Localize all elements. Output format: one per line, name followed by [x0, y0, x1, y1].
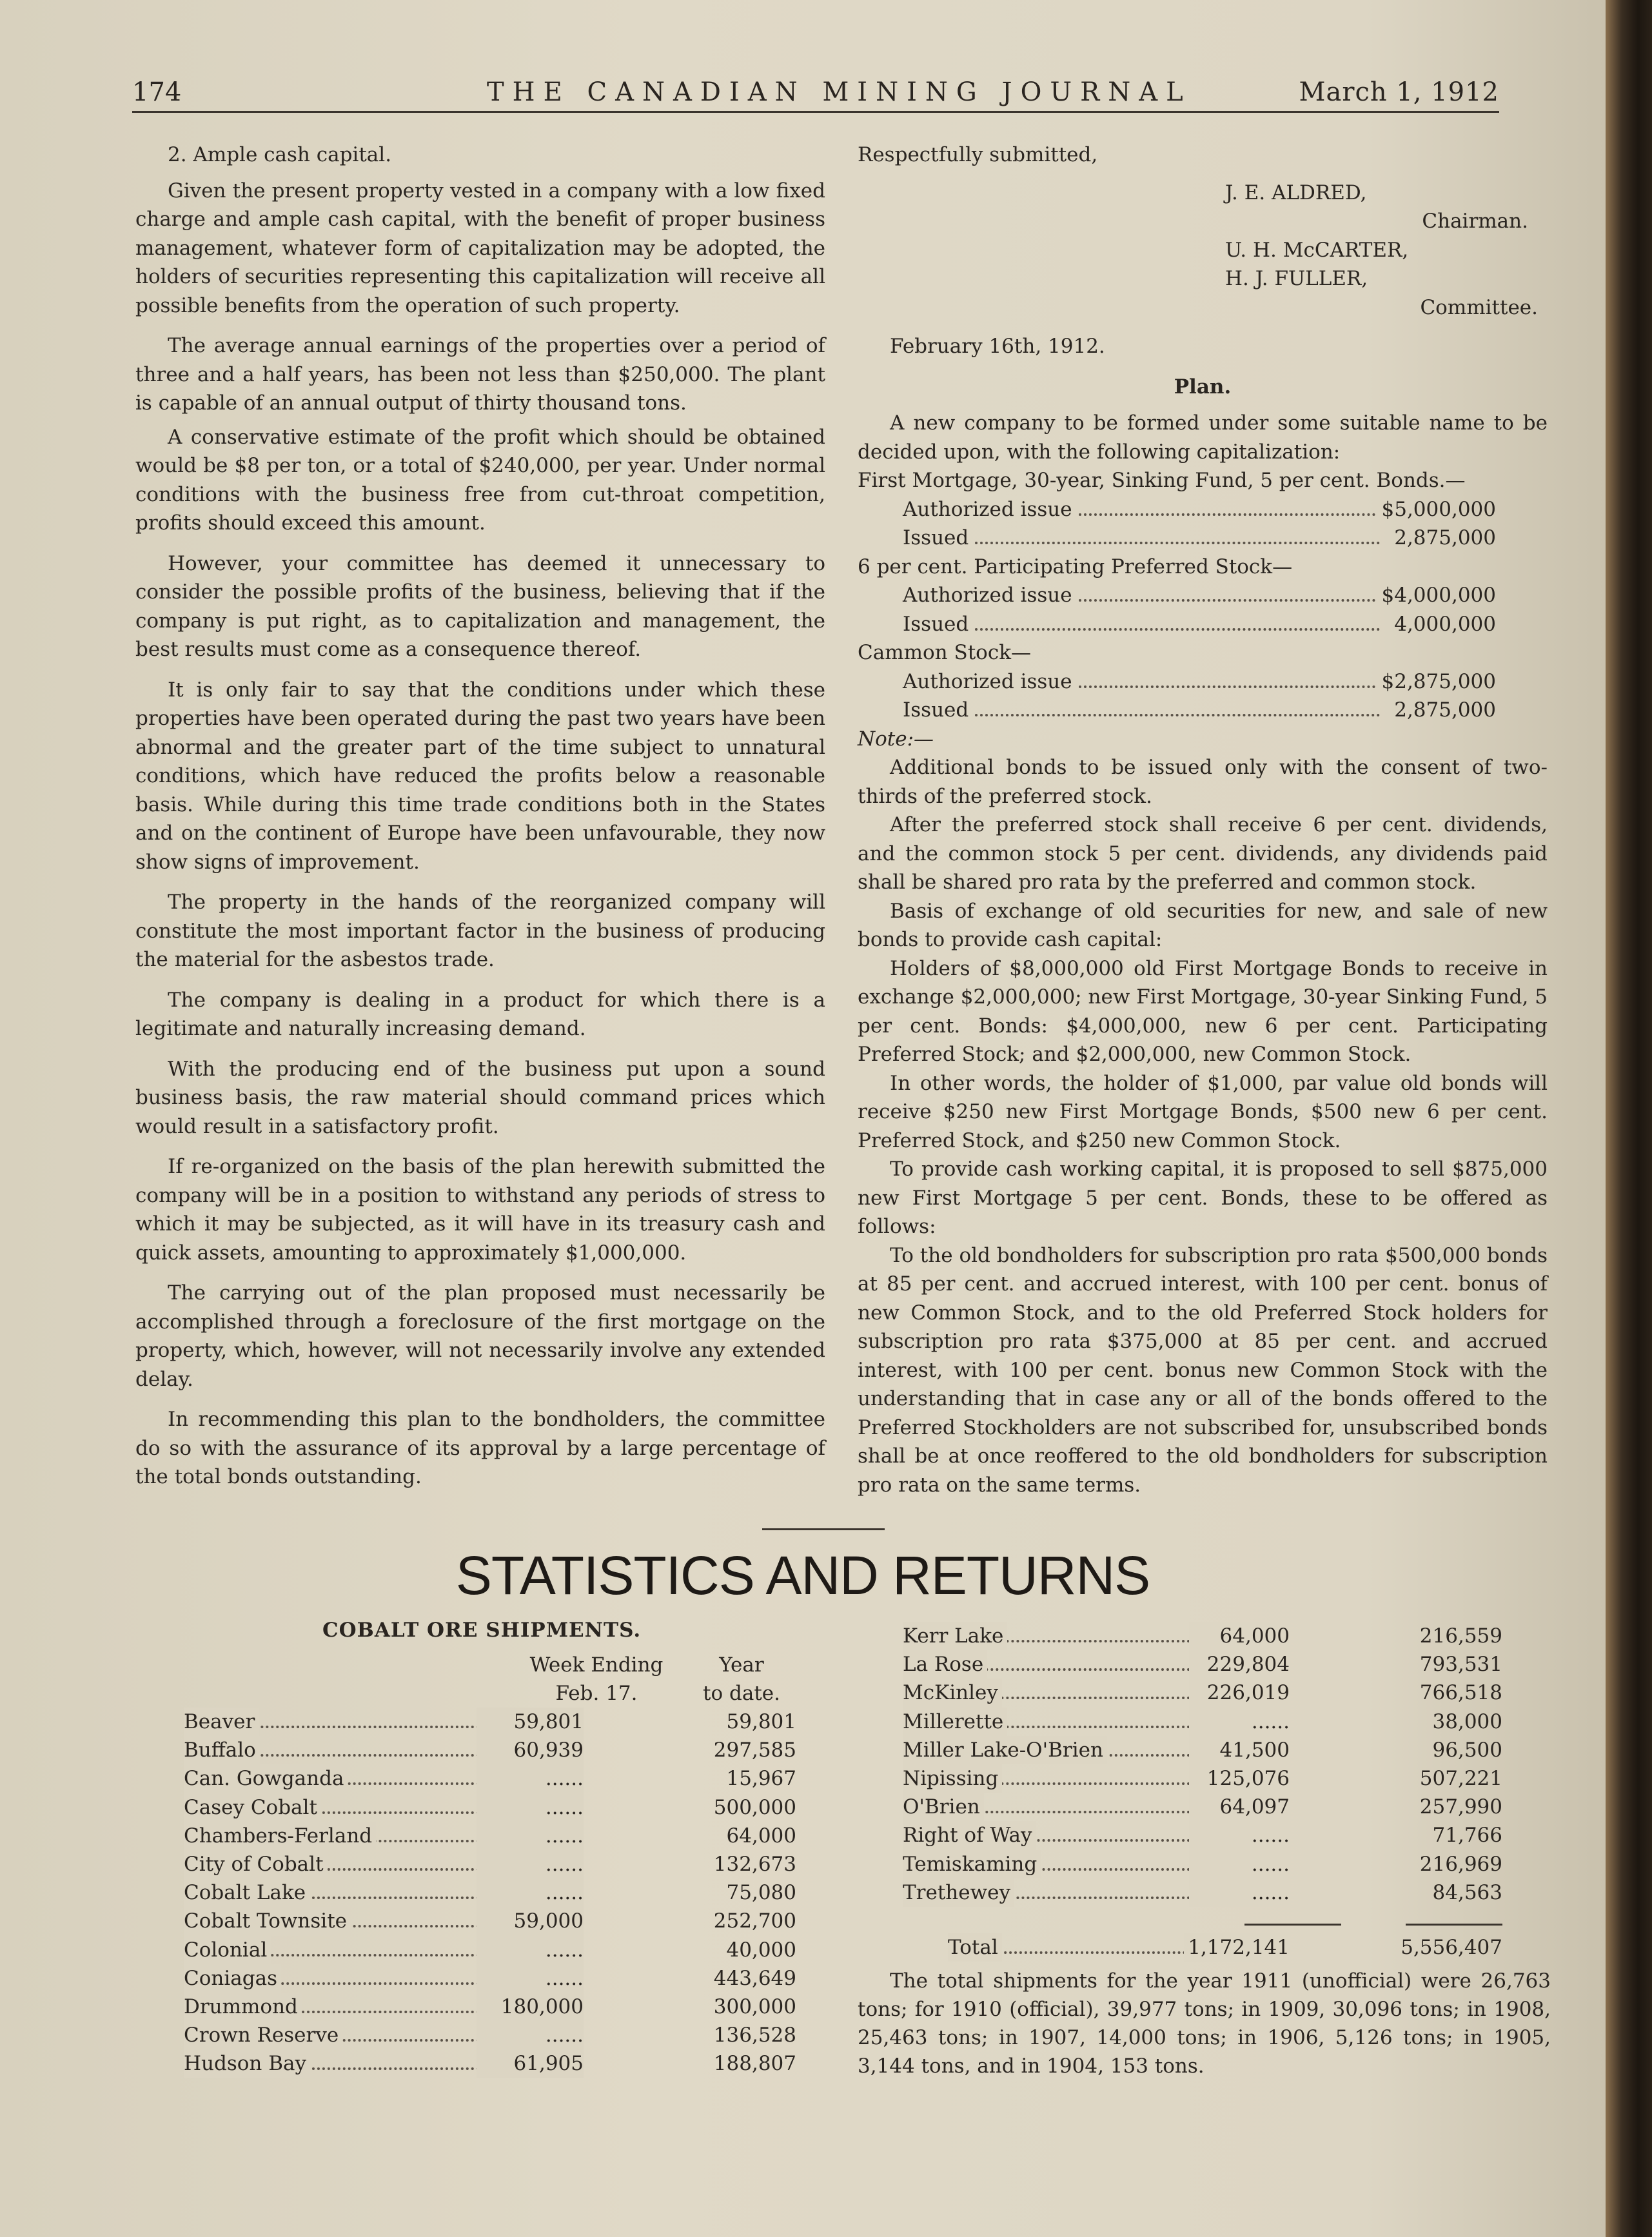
paragraph: A conservative estimate of the profit which should be obtained would be $8 per ton, or a total of $240,000, per year. Under normal conditions with the business free from cut-throat competition, profits should exceed this amount. [135, 425, 825, 535]
table-row [184, 1708, 796, 1736]
year-value: 216,969 [1419, 1852, 1502, 1876]
table-row [184, 1793, 796, 1822]
year-value: 216,559 [1419, 1624, 1502, 1648]
signatory-name: H. J. FULLER, [1225, 267, 1368, 290]
week-value: 60,939 [477, 1736, 584, 1764]
cap-label: Authorized issue [903, 584, 1072, 607]
mine-name: O'Brien [903, 1793, 984, 1821]
table-row [184, 1907, 796, 1935]
mine-name: Miller Lake-O'Brien [903, 1736, 1107, 1764]
table-row [184, 1822, 796, 1850]
leader-dots [1079, 599, 1375, 602]
paragraph: A new company to be formed under some suitable name to be decided upon, with the following capitalization: [858, 411, 1548, 464]
mine-name: Beaver [184, 1708, 259, 1736]
page-number: 174 [132, 77, 182, 107]
mine-name: Can. Gowganda [184, 1764, 348, 1793]
week-value: ...... [477, 1822, 584, 1850]
cap-value: $4,000,000 [1381, 584, 1496, 607]
table-row [903, 1764, 1502, 1793]
year-value: 500,000 [713, 1795, 796, 1819]
paragraph: However, your committee has deemed it unnecessary to consider the possible profits of the business, believing that if the company is put right, as to capitalization and management, the best results must come as a consequence thereof. [135, 551, 825, 661]
mine-name: La Rose [903, 1650, 987, 1679]
paragraph: Holders of $8,000,000 old First Mortgage Bonds to receive in exchange $2,000,000; new First Mortgage, 30-year Sinking Fund, 5 per cent. Bonds: $4,000,000, new 6 per cent. Participating Preferred Stock; and $2,000,000, new Common Stock. [858, 956, 1548, 1066]
report-date: February 16th, 1912. [890, 335, 1105, 358]
week-value: 125,076 [1189, 1764, 1290, 1793]
table-row [903, 1708, 1502, 1736]
total-week: 1,172,141 [1184, 1933, 1290, 1962]
cap-label: Issued [903, 526, 969, 549]
paragraph: Given the present property vested in a company with a low fixed charge and ample cash capital, with the benefit of proper business management, whatever form of capitalization may be adopted, the holders of securities representing this capitalization will receive all possible benefits from the operation of such property. [135, 179, 825, 317]
table-row [184, 2049, 796, 2078]
week-value: ...... [477, 1936, 584, 1964]
cap-label: Authorized issue [903, 669, 1072, 693]
plan-heading: Plan. [1174, 375, 1232, 399]
cap-row [858, 524, 1496, 553]
paragraph: It is only fair to say that the conditions under which these properties have been operated during the past two years have been abnormal and the greater part of the time subject to unnatural conditions, which have reduced the profits below a reasonable basis. While during this time trade conditions both in the States and on the continent of Europe have been unfavourable, they now show signs of improvement. [135, 678, 825, 874]
paragraph: To the old bondholders for subscription pro rata $500,000 bonds at 85 per cent. and accrued interest, with 100 per cent. bonus of new Common Stock, and to the old Preferred Stock holders for subscription pro rata $375,000 at 85 per cent. and accrued interest, with 100 per cent. bonus new Common Stock with the understanding that in case any or all of the bonds offered to the Preferred Stockholders are not subscribed for, unsubscribed bonds shall be at once reoffered to the old bondholders for subscription pro rata on the same terms. [858, 1243, 1548, 1497]
section-title: STATISTICS AND RETURNS [455, 1545, 1150, 1606]
column-header-line: to date. [703, 1682, 780, 1705]
year-value: 71,766 [1432, 1824, 1502, 1848]
table-row [184, 1936, 796, 1964]
week-value: 59,000 [477, 1907, 584, 1935]
cap-row [858, 610, 1496, 639]
mine-name: Cobalt Townsite [184, 1907, 351, 1935]
mine-name: McKinley [903, 1679, 1002, 1707]
year-value: 300,000 [713, 1995, 796, 2018]
table-row [903, 1736, 1502, 1764]
year-value: 59,801 [726, 1710, 796, 1733]
note-label: Note:— [858, 727, 934, 751]
table-title: COBALT ORE SHIPMENTS. [322, 1619, 642, 1642]
paragraph: After the preferred stock shall receive 6 per cent. dividends, and the common stock 5 per cent. dividends, any dividends paid shall be shared pro rata by the preferred and common stock. [858, 813, 1548, 894]
total-year: 5,556,407 [1401, 1936, 1502, 1959]
mine-name: Colonial [184, 1936, 271, 1964]
paragraph: The carrying out of the plan proposed must necessarily be accomplished through a foreclosure of the first mortgage on the property, which, however, will not necessarily involve any extended delay. [135, 1281, 825, 1391]
table-row [184, 1736, 796, 1764]
total-row [948, 1933, 1502, 1962]
mine-name: City of Cobalt [184, 1850, 328, 1878]
year-value: 136,528 [713, 2024, 796, 2047]
year-value: 132,673 [713, 1852, 796, 1876]
page-header [132, 72, 1499, 113]
leader-dots [975, 714, 1380, 716]
cap-label: Issued [903, 698, 969, 722]
mine-name: Millerette [903, 1708, 1007, 1736]
paragraph: In other words, the holder of $1,000, par value old bonds will receive $250 new First Mortgage Bonds, $500 new 6 per cent. Preferred Stock, and $250 new Common Stock. [858, 1071, 1548, 1152]
security-heading: First Mortgage, 30-year, Sinking Fund, 5 per cent. Bonds.— [858, 469, 1466, 492]
week-value: 61,905 [477, 2049, 584, 2078]
table-row [903, 1793, 1502, 1821]
signatory-name: U. H. McCARTER, [1225, 238, 1409, 262]
sum-rule [1244, 1924, 1341, 1926]
table-row [903, 1821, 1502, 1849]
paragraph: The average annual earnings of the properties over a period of three and a half years, has been not less than $250,000. The plant is capable of an annual output of thirty thousand tons. [135, 334, 825, 415]
table-row [184, 1764, 796, 1793]
paragraph: The property in the hands of the reorganized company will constitute the most important factor in the business of producing the material for the asbestos trade. [135, 891, 825, 971]
paragraph: The company is dealing in a product for which there is a legitimate and naturally increasing demand. [135, 988, 825, 1040]
cap-value: 2,875,000 [1394, 698, 1496, 722]
signatory-title: Chairman. [1422, 210, 1528, 233]
cap-row [858, 495, 1496, 524]
table-row [184, 1878, 796, 1907]
table-row [903, 1850, 1502, 1878]
left-column [135, 141, 825, 1499]
cap-value: 2,875,000 [1394, 526, 1496, 549]
total-label: Total [948, 1933, 1002, 1962]
cap-value: $2,875,000 [1381, 669, 1496, 693]
security-heading: Cammon Stock— [858, 641, 1031, 664]
paragraph: In recommending this plan to the bondholders, the committee do so with the assurance of its approval by a large percentage of the total bonds outstanding. [135, 1408, 825, 1488]
leader-dots [975, 628, 1380, 631]
capitalization-list [858, 466, 1548, 725]
year-value: 257,990 [1419, 1795, 1502, 1819]
year-value: 793,531 [1419, 1653, 1502, 1677]
mine-name: Hudson Bay [184, 2049, 310, 2078]
year-value: 252,700 [713, 1909, 796, 1933]
right-column [858, 141, 1548, 1499]
mine-name: Temiskaming [903, 1850, 1041, 1878]
paragraph: Additional bonds to be issued only with the consent of two-thirds of the preferred stock. [858, 756, 1548, 808]
cap-value: 4,000,000 [1394, 612, 1496, 636]
cap-row [858, 581, 1496, 610]
mine-name: Buffalo [184, 1736, 260, 1764]
cap-label: Authorized issue [903, 497, 1072, 521]
cap-value: $5,000,000 [1381, 497, 1496, 521]
security-heading: 6 per cent. Participating Preferred Stock— [858, 555, 1293, 578]
week-value: ...... [477, 1964, 584, 1993]
leader-dots [975, 542, 1380, 544]
leader-dots [1079, 685, 1375, 688]
mine-name: Casey Cobalt [184, 1793, 321, 1822]
year-value: 297,585 [713, 1739, 796, 1762]
table-row [903, 1622, 1502, 1650]
cap-row [858, 667, 1496, 696]
signatory-title: Committee. [1420, 295, 1538, 319]
mine-name: Chambers-Ferland [184, 1822, 376, 1850]
week-value: ...... [477, 1878, 584, 1907]
mine-name: Crown Reserve [184, 2021, 342, 2049]
week-value: ...... [477, 1850, 584, 1878]
year-value: 38,000 [1432, 1710, 1502, 1733]
table-row [184, 1850, 796, 1878]
week-value: ...... [477, 2021, 584, 2049]
paragraph: 2. Ample cash capital. [168, 143, 392, 166]
book-spine-shadow [1606, 0, 1652, 2237]
journal-title: THE CANADIAN MINING JOURNAL [487, 77, 1192, 107]
column-header-line: Feb. 17. [555, 1682, 638, 1705]
section-divider [762, 1528, 885, 1530]
week-value: ...... [1189, 1708, 1290, 1736]
paragraph: To provide cash working capital, it is proposed to sell $875,000 new First Mortgage 5 per cent. Bonds, these to be offered as follows: [858, 1158, 1548, 1238]
week-value: 229,804 [1189, 1650, 1290, 1679]
year-value: 188,807 [713, 2052, 796, 2076]
shipments-table-left [184, 1708, 796, 2078]
cap-label: Issued [903, 612, 969, 636]
table-row [184, 1993, 796, 2021]
paragraph: If re-organized on the basis of the plan herewith submitted the company will be in a position to withstand any periods of stress to which it may be subjected, as it will have in its treasury cash and quick assets, amounting to approximately $1,000,000. [135, 1155, 825, 1265]
year-value: 15,967 [726, 1767, 796, 1791]
week-value: ...... [1189, 1850, 1290, 1878]
year-value: 84,563 [1432, 1880, 1502, 1904]
column-header-year [683, 1651, 800, 1708]
table-row [903, 1878, 1502, 1907]
week-value: 226,019 [1189, 1679, 1290, 1707]
issue-date: March 1, 1912 [1299, 77, 1499, 107]
week-value: ...... [1189, 1821, 1290, 1849]
week-value: 180,000 [477, 1993, 584, 2021]
paragraph: Basis of exchange of old securities for new, and sale of new bonds to provide cash capital: [858, 899, 1548, 951]
mine-name: Drummond [184, 1993, 302, 2021]
cap-row [858, 696, 1496, 725]
mine-name: Trethewey [903, 1878, 1014, 1907]
closing: Respectfully submitted, [858, 143, 1098, 166]
week-value: 64,097 [1189, 1793, 1290, 1821]
week-value: ...... [477, 1793, 584, 1822]
mine-name: Right of Way [903, 1821, 1036, 1849]
table-row [903, 1679, 1502, 1707]
year-value: 75,080 [726, 1881, 796, 1905]
column-header-week [519, 1651, 674, 1708]
shipments-note: The total shipments for the year 1911 (unofficial) were 26,763 tons; for 1910 (official), 39,977 tons; in 1909, 30,096 tons; in 1908, 25,463 tons; in 1907, 14,000 tons; in 1906, 5,126 tons; in 1905, 3,144 tons, and in 1904, 153 tons. [858, 1969, 1551, 2078]
week-value: 64,000 [1189, 1622, 1290, 1650]
column-header-line: Week Ending [529, 1653, 664, 1677]
leader-dots [1079, 513, 1375, 516]
mine-name: Coniagas [184, 1964, 281, 1993]
week-value: ...... [477, 1764, 584, 1793]
year-value: 766,518 [1419, 1681, 1502, 1705]
table-row [903, 1650, 1502, 1679]
week-value: ...... [1189, 1878, 1290, 1907]
column-header-line: Year [719, 1653, 764, 1677]
table-row [184, 1964, 796, 1993]
year-value: 40,000 [726, 1938, 796, 1962]
year-value: 64,000 [726, 1824, 796, 1848]
mine-name: Kerr Lake [903, 1622, 1007, 1650]
week-value: 59,801 [477, 1708, 584, 1736]
signature-block [858, 141, 1548, 361]
paragraph: With the producing end of the business put upon a sound business basis, the raw material should command prices which would result in a satisfactory profit. [135, 1057, 825, 1138]
week-value: 41,500 [1189, 1736, 1290, 1764]
year-value: 96,500 [1432, 1738, 1502, 1762]
signatory-name: J. E. ALDRED, [1225, 181, 1367, 204]
year-value: 443,649 [713, 1966, 796, 1990]
year-value: 507,221 [1419, 1766, 1502, 1790]
shipments-table-right [903, 1622, 1502, 1907]
mine-name: Cobalt Lake [184, 1878, 310, 1907]
sum-rule [1406, 1924, 1502, 1926]
table-row [184, 2021, 796, 2049]
mine-name: Nipissing [903, 1764, 1002, 1793]
